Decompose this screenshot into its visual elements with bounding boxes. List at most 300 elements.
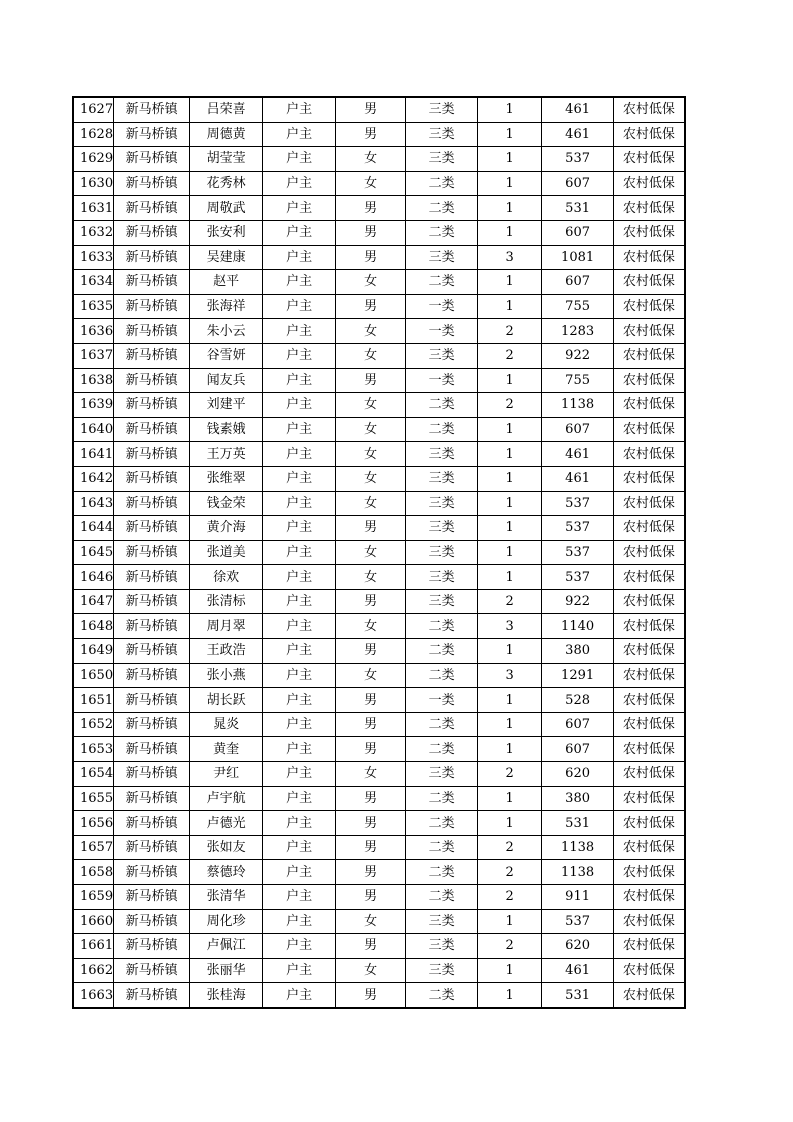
town-cell: 新马桥镇 <box>114 786 190 811</box>
gender-cell: 女 <box>336 270 406 295</box>
record-number-cell: 1657 <box>73 835 114 860</box>
gender-cell: 女 <box>336 171 406 196</box>
record-number-cell: 1640 <box>73 417 114 442</box>
category-cell: 三类 <box>406 491 478 516</box>
table-row <box>73 368 685 393</box>
town-cell: 新马桥镇 <box>114 934 190 959</box>
table-row <box>73 122 685 147</box>
table-row <box>73 860 685 885</box>
amount-cell: 1283 <box>542 319 614 344</box>
category-cell: 三类 <box>406 245 478 270</box>
amount-cell: 620 <box>542 762 614 787</box>
town-cell: 新马桥镇 <box>114 639 190 664</box>
table-row <box>73 417 685 442</box>
town-cell: 新马桥镇 <box>114 811 190 836</box>
gender-cell: 男 <box>336 220 406 245</box>
assistance-type-cell: 农村低保 <box>614 97 685 122</box>
relation-cell: 户主 <box>263 220 336 245</box>
record-number-cell: 1637 <box>73 343 114 368</box>
table-row <box>73 245 685 270</box>
town-cell: 新马桥镇 <box>114 343 190 368</box>
household-size-cell: 1 <box>478 516 542 541</box>
assistance-type-cell: 农村低保 <box>614 319 685 344</box>
amount-cell: 537 <box>542 565 614 590</box>
household-size-cell: 1 <box>478 294 542 319</box>
name-cell: 周敬武 <box>190 196 263 221</box>
record-number-cell: 1645 <box>73 540 114 565</box>
gender-cell: 女 <box>336 442 406 467</box>
assistance-type-cell: 农村低保 <box>614 983 685 1008</box>
relation-cell: 户主 <box>263 811 336 836</box>
record-number-cell: 1661 <box>73 934 114 959</box>
amount-cell: 1081 <box>542 245 614 270</box>
category-cell: 二类 <box>406 639 478 664</box>
record-number-cell: 1627 <box>73 97 114 122</box>
name-cell: 花秀林 <box>190 171 263 196</box>
amount-cell: 607 <box>542 712 614 737</box>
category-cell: 三类 <box>406 934 478 959</box>
gender-cell: 男 <box>336 639 406 664</box>
household-size-cell: 2 <box>478 860 542 885</box>
record-number-cell: 1642 <box>73 466 114 491</box>
assistance-type-cell: 农村低保 <box>614 540 685 565</box>
assistance-type-cell: 农村低保 <box>614 245 685 270</box>
amount-cell: 461 <box>542 958 614 983</box>
town-cell: 新马桥镇 <box>114 835 190 860</box>
town-cell: 新马桥镇 <box>114 442 190 467</box>
table-row <box>73 196 685 221</box>
relation-cell: 户主 <box>263 614 336 639</box>
table-row <box>73 147 685 172</box>
table-row <box>73 491 685 516</box>
amount-cell: 755 <box>542 368 614 393</box>
table-row <box>73 958 685 983</box>
gender-cell: 男 <box>336 835 406 860</box>
household-size-cell: 1 <box>478 786 542 811</box>
relation-cell: 户主 <box>263 147 336 172</box>
gender-cell: 男 <box>336 97 406 122</box>
gender-cell: 女 <box>336 491 406 516</box>
town-cell: 新马桥镇 <box>114 762 190 787</box>
table-row <box>73 712 685 737</box>
household-size-cell: 2 <box>478 589 542 614</box>
household-size-cell: 2 <box>478 885 542 910</box>
amount-cell: 1140 <box>542 614 614 639</box>
table-row <box>73 614 685 639</box>
assistance-type-cell: 农村低保 <box>614 368 685 393</box>
table-row <box>73 319 685 344</box>
name-cell: 黄奎 <box>190 737 263 762</box>
town-cell: 新马桥镇 <box>114 417 190 442</box>
relation-cell: 户主 <box>263 442 336 467</box>
record-number-cell: 1662 <box>73 958 114 983</box>
household-size-cell: 1 <box>478 97 542 122</box>
assistance-type-cell: 农村低保 <box>614 958 685 983</box>
name-cell: 张维翠 <box>190 466 263 491</box>
record-number-cell: 1649 <box>73 639 114 664</box>
category-cell: 二类 <box>406 663 478 688</box>
amount-cell: 607 <box>542 220 614 245</box>
category-cell: 三类 <box>406 589 478 614</box>
name-cell: 闻友兵 <box>190 368 263 393</box>
assistance-type-cell: 农村低保 <box>614 737 685 762</box>
table-row <box>73 934 685 959</box>
town-cell: 新马桥镇 <box>114 147 190 172</box>
amount-cell: 537 <box>542 540 614 565</box>
assistance-type-cell: 农村低保 <box>614 909 685 934</box>
record-number-cell: 1656 <box>73 811 114 836</box>
assistance-type-cell: 农村低保 <box>614 786 685 811</box>
assistance-type-cell: 农村低保 <box>614 147 685 172</box>
category-cell: 三类 <box>406 909 478 934</box>
assistance-type-cell: 农村低保 <box>614 639 685 664</box>
category-cell: 三类 <box>406 97 478 122</box>
town-cell: 新马桥镇 <box>114 97 190 122</box>
amount-cell: 1138 <box>542 860 614 885</box>
relation-cell: 户主 <box>263 368 336 393</box>
record-number-cell: 1628 <box>73 122 114 147</box>
relation-cell: 户主 <box>263 270 336 295</box>
gender-cell: 男 <box>336 245 406 270</box>
relief-roster-table <box>72 96 686 1009</box>
assistance-type-cell: 农村低保 <box>614 220 685 245</box>
amount-cell: 620 <box>542 934 614 959</box>
household-size-cell: 3 <box>478 614 542 639</box>
household-size-cell: 1 <box>478 639 542 664</box>
gender-cell: 女 <box>336 147 406 172</box>
category-cell: 二类 <box>406 220 478 245</box>
assistance-type-cell: 农村低保 <box>614 516 685 541</box>
category-cell: 二类 <box>406 196 478 221</box>
gender-cell: 男 <box>336 688 406 713</box>
name-cell: 周德黄 <box>190 122 263 147</box>
relation-cell: 户主 <box>263 245 336 270</box>
category-cell: 三类 <box>406 516 478 541</box>
table-row <box>73 589 685 614</box>
relation-cell: 户主 <box>263 516 336 541</box>
gender-cell: 女 <box>336 540 406 565</box>
table-row <box>73 171 685 196</box>
town-cell: 新马桥镇 <box>114 294 190 319</box>
record-number-cell: 1646 <box>73 565 114 590</box>
table-row <box>73 442 685 467</box>
category-cell: 三类 <box>406 122 478 147</box>
name-cell: 吴建康 <box>190 245 263 270</box>
amount-cell: 461 <box>542 122 614 147</box>
gender-cell: 女 <box>336 393 406 418</box>
gender-cell: 女 <box>336 343 406 368</box>
household-size-cell: 1 <box>478 958 542 983</box>
name-cell: 谷雪妍 <box>190 343 263 368</box>
amount-cell: 1138 <box>542 835 614 860</box>
category-cell: 一类 <box>406 368 478 393</box>
name-cell: 晁炎 <box>190 712 263 737</box>
amount-cell: 1291 <box>542 663 614 688</box>
household-size-cell: 2 <box>478 835 542 860</box>
assistance-type-cell: 农村低保 <box>614 442 685 467</box>
table-row <box>73 688 685 713</box>
relation-cell: 户主 <box>263 639 336 664</box>
name-cell: 吕荣喜 <box>190 97 263 122</box>
amount-cell: 607 <box>542 270 614 295</box>
name-cell: 张安利 <box>190 220 263 245</box>
household-size-cell: 2 <box>478 343 542 368</box>
record-number-cell: 1643 <box>73 491 114 516</box>
town-cell: 新马桥镇 <box>114 491 190 516</box>
assistance-type-cell: 农村低保 <box>614 294 685 319</box>
table-row <box>73 663 685 688</box>
gender-cell: 女 <box>336 958 406 983</box>
relation-cell: 户主 <box>263 171 336 196</box>
assistance-type-cell: 农村低保 <box>614 885 685 910</box>
household-size-cell: 2 <box>478 319 542 344</box>
relation-cell: 户主 <box>263 688 336 713</box>
assistance-type-cell: 农村低保 <box>614 196 685 221</box>
relation-cell: 户主 <box>263 343 336 368</box>
assistance-type-cell: 农村低保 <box>614 270 685 295</box>
assistance-type-cell: 农村低保 <box>614 860 685 885</box>
household-size-cell: 1 <box>478 811 542 836</box>
table-row <box>73 565 685 590</box>
name-cell: 徐欢 <box>190 565 263 590</box>
household-size-cell: 1 <box>478 737 542 762</box>
gender-cell: 男 <box>336 983 406 1008</box>
record-number-cell: 1654 <box>73 762 114 787</box>
amount-cell: 531 <box>542 196 614 221</box>
table-row <box>73 294 685 319</box>
name-cell: 胡莹莹 <box>190 147 263 172</box>
household-size-cell: 1 <box>478 909 542 934</box>
name-cell: 张桂海 <box>190 983 263 1008</box>
town-cell: 新马桥镇 <box>114 196 190 221</box>
gender-cell: 女 <box>336 909 406 934</box>
town-cell: 新马桥镇 <box>114 909 190 934</box>
record-number-cell: 1629 <box>73 147 114 172</box>
relation-cell: 户主 <box>263 909 336 934</box>
category-cell: 三类 <box>406 958 478 983</box>
record-number-cell: 1638 <box>73 368 114 393</box>
gender-cell: 男 <box>336 934 406 959</box>
category-cell: 二类 <box>406 614 478 639</box>
household-size-cell: 1 <box>478 983 542 1008</box>
town-cell: 新马桥镇 <box>114 860 190 885</box>
amount-cell: 607 <box>542 737 614 762</box>
gender-cell: 男 <box>336 811 406 836</box>
gender-cell: 女 <box>336 762 406 787</box>
household-size-cell: 1 <box>478 466 542 491</box>
relation-cell: 户主 <box>263 319 336 344</box>
name-cell: 尹红 <box>190 762 263 787</box>
assistance-type-cell: 农村低保 <box>614 565 685 590</box>
name-cell: 卢佩江 <box>190 934 263 959</box>
town-cell: 新马桥镇 <box>114 663 190 688</box>
amount-cell: 531 <box>542 983 614 1008</box>
amount-cell: 1138 <box>542 393 614 418</box>
record-number-cell: 1658 <box>73 860 114 885</box>
name-cell: 王政浩 <box>190 639 263 664</box>
assistance-type-cell: 农村低保 <box>614 712 685 737</box>
table-body <box>73 97 685 1008</box>
relation-cell: 户主 <box>263 860 336 885</box>
household-size-cell: 1 <box>478 442 542 467</box>
relation-cell: 户主 <box>263 589 336 614</box>
table-row <box>73 343 685 368</box>
name-cell: 卢宇航 <box>190 786 263 811</box>
name-cell: 张清标 <box>190 589 263 614</box>
relation-cell: 户主 <box>263 540 336 565</box>
relation-cell: 户主 <box>263 835 336 860</box>
amount-cell: 528 <box>542 688 614 713</box>
household-size-cell: 3 <box>478 663 542 688</box>
gender-cell: 男 <box>336 885 406 910</box>
record-number-cell: 1632 <box>73 220 114 245</box>
assistance-type-cell: 农村低保 <box>614 688 685 713</box>
gender-cell: 女 <box>336 565 406 590</box>
town-cell: 新马桥镇 <box>114 885 190 910</box>
relation-cell: 户主 <box>263 934 336 959</box>
gender-cell: 女 <box>336 663 406 688</box>
relation-cell: 户主 <box>263 417 336 442</box>
gender-cell: 女 <box>336 466 406 491</box>
amount-cell: 461 <box>542 97 614 122</box>
category-cell: 二类 <box>406 171 478 196</box>
record-number-cell: 1653 <box>73 737 114 762</box>
category-cell: 二类 <box>406 786 478 811</box>
table-row <box>73 393 685 418</box>
table-row <box>73 909 685 934</box>
record-number-cell: 1635 <box>73 294 114 319</box>
amount-cell: 461 <box>542 442 614 467</box>
relation-cell: 户主 <box>263 122 336 147</box>
assistance-type-cell: 农村低保 <box>614 934 685 959</box>
category-cell: 二类 <box>406 811 478 836</box>
amount-cell: 911 <box>542 885 614 910</box>
record-number-cell: 1652 <box>73 712 114 737</box>
gender-cell: 男 <box>336 712 406 737</box>
table-row <box>73 220 685 245</box>
assistance-type-cell: 农村低保 <box>614 614 685 639</box>
name-cell: 蔡德玲 <box>190 860 263 885</box>
name-cell: 周月翠 <box>190 614 263 639</box>
table-row <box>73 737 685 762</box>
record-number-cell: 1644 <box>73 516 114 541</box>
category-cell: 三类 <box>406 147 478 172</box>
assistance-type-cell: 农村低保 <box>614 122 685 147</box>
relation-cell: 户主 <box>263 737 336 762</box>
town-cell: 新马桥镇 <box>114 393 190 418</box>
name-cell: 卢德光 <box>190 811 263 836</box>
name-cell: 朱小云 <box>190 319 263 344</box>
record-number-cell: 1650 <box>73 663 114 688</box>
name-cell: 黄介海 <box>190 516 263 541</box>
gender-cell: 女 <box>336 417 406 442</box>
relation-cell: 户主 <box>263 393 336 418</box>
relation-cell: 户主 <box>263 958 336 983</box>
name-cell: 周化珍 <box>190 909 263 934</box>
record-number-cell: 1634 <box>73 270 114 295</box>
assistance-type-cell: 农村低保 <box>614 589 685 614</box>
record-number-cell: 1636 <box>73 319 114 344</box>
town-cell: 新马桥镇 <box>114 270 190 295</box>
amount-cell: 755 <box>542 294 614 319</box>
assistance-type-cell: 农村低保 <box>614 343 685 368</box>
table-row <box>73 466 685 491</box>
town-cell: 新马桥镇 <box>114 368 190 393</box>
relation-cell: 户主 <box>263 196 336 221</box>
record-number-cell: 1633 <box>73 245 114 270</box>
relation-cell: 户主 <box>263 786 336 811</box>
category-cell: 二类 <box>406 712 478 737</box>
relation-cell: 户主 <box>263 762 336 787</box>
household-size-cell: 1 <box>478 688 542 713</box>
record-number-cell: 1630 <box>73 171 114 196</box>
category-cell: 一类 <box>406 319 478 344</box>
table-row <box>73 885 685 910</box>
town-cell: 新马桥镇 <box>114 589 190 614</box>
name-cell: 钱素娥 <box>190 417 263 442</box>
amount-cell: 537 <box>542 491 614 516</box>
amount-cell: 380 <box>542 786 614 811</box>
name-cell: 赵平 <box>190 270 263 295</box>
relation-cell: 户主 <box>263 712 336 737</box>
category-cell: 三类 <box>406 466 478 491</box>
gender-cell: 男 <box>336 368 406 393</box>
table-row <box>73 835 685 860</box>
category-cell: 二类 <box>406 737 478 762</box>
relation-cell: 户主 <box>263 294 336 319</box>
assistance-type-cell: 农村低保 <box>614 491 685 516</box>
table-row <box>73 762 685 787</box>
record-number-cell: 1660 <box>73 909 114 934</box>
table-row <box>73 786 685 811</box>
gender-cell: 男 <box>336 294 406 319</box>
amount-cell: 461 <box>542 466 614 491</box>
record-number-cell: 1648 <box>73 614 114 639</box>
town-cell: 新马桥镇 <box>114 983 190 1008</box>
record-number-cell: 1659 <box>73 885 114 910</box>
category-cell: 三类 <box>406 762 478 787</box>
amount-cell: 922 <box>542 589 614 614</box>
town-cell: 新马桥镇 <box>114 737 190 762</box>
relation-cell: 户主 <box>263 491 336 516</box>
household-size-cell: 1 <box>478 491 542 516</box>
relation-cell: 户主 <box>263 983 336 1008</box>
household-size-cell: 2 <box>478 393 542 418</box>
category-cell: 二类 <box>406 417 478 442</box>
town-cell: 新马桥镇 <box>114 516 190 541</box>
amount-cell: 922 <box>542 343 614 368</box>
name-cell: 张如友 <box>190 835 263 860</box>
household-size-cell: 1 <box>478 712 542 737</box>
record-number-cell: 1651 <box>73 688 114 713</box>
name-cell: 张丽华 <box>190 958 263 983</box>
assistance-type-cell: 农村低保 <box>614 171 685 196</box>
category-cell: 二类 <box>406 983 478 1008</box>
amount-cell: 531 <box>542 811 614 836</box>
record-number-cell: 1655 <box>73 786 114 811</box>
table-row <box>73 270 685 295</box>
town-cell: 新马桥镇 <box>114 958 190 983</box>
category-cell: 二类 <box>406 270 478 295</box>
category-cell: 三类 <box>406 540 478 565</box>
name-cell: 王万英 <box>190 442 263 467</box>
name-cell: 张海祥 <box>190 294 263 319</box>
amount-cell: 607 <box>542 171 614 196</box>
household-size-cell: 1 <box>478 147 542 172</box>
relation-cell: 户主 <box>263 663 336 688</box>
record-number-cell: 1647 <box>73 589 114 614</box>
relation-cell: 户主 <box>263 97 336 122</box>
